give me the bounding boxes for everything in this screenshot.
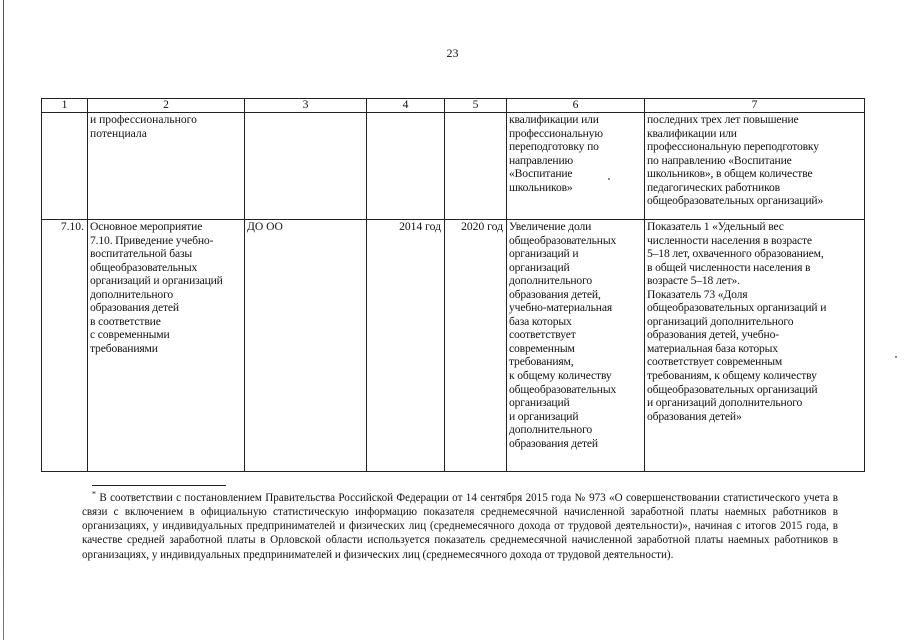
cell-indicator-text: последних трех лет повышение квалификации или профессиональную переподготовку по направлению «Воспитание школьников», в общем количестве педагогических работников общеобразовательных организаций» (647, 113, 824, 208)
cell-expected-result-text: квалификации или профессиональную переподготовку по направлению «Воспитание школьников» (509, 113, 603, 194)
cell-end-year (445, 220, 507, 472)
table-row-7-10 (42, 220, 865, 472)
page-number: 23 (446, 46, 459, 60)
cell-start-year-text: 2014 год (399, 220, 441, 233)
cell-end-year-text: 2020 год (461, 220, 503, 233)
cell-number (42, 220, 88, 472)
cell-indicator (645, 113, 865, 220)
column-header-5: 5 (445, 99, 507, 113)
cell-executor (245, 113, 367, 220)
column-header-7: 7 (645, 99, 865, 113)
cell-expected-result-text: Увеличение доли общеобразовательных организаций и организаций дополнительного образования детей, учебно-материальная база которых соответствует современным требованиям, к общему количеству общеобразовательных организаций и организаций дополнительного образования детей (509, 220, 617, 450)
column-header-3: 3 (245, 99, 367, 113)
cell-number-text: 7.10. (60, 220, 84, 233)
scan-edge-line (3, 0, 4, 640)
cell-measure-name-text: Основное мероприятие 7.10. Приведение учебно- воспитательной базы общеобразовательных организаций и организаций дополнительного образования детей в соответствие с современными требованиями (90, 220, 223, 355)
table-header-row (42, 99, 865, 113)
column-header-4: 4 (367, 99, 445, 113)
cell-number (42, 113, 88, 220)
footnote-separator (92, 485, 226, 486)
scan-speck (608, 178, 610, 180)
cell-end-year (445, 113, 507, 220)
cell-measure-name (88, 220, 245, 472)
cell-executor (245, 220, 367, 472)
column-header-1: 1 (42, 99, 88, 113)
column-header-2: 2 (88, 99, 245, 113)
measures-table (41, 98, 865, 472)
table-row-continuation (42, 113, 865, 220)
footnote (82, 491, 838, 562)
cell-executor-text: ДО ОО (247, 220, 283, 233)
cell-expected-result (507, 113, 645, 220)
cell-indicator-text: Показатель 1 «Удельный вес численности населения в возрасте 5–18 лет, охваченного образованием, в общей численности населения в возрасте 5–18 лет». Показатель 73 «Доля общеобразовательных организаций и организаций дополнительного образования детей, учебно- материальная база которых соответствует современным требованиям, к общему количеству общеобразовательных организаций и организаций дополнительного образования детей» (647, 220, 827, 423)
cell-measure-name-text: и профессионального потенциала (90, 113, 197, 140)
cell-start-year (367, 113, 445, 220)
scan-speck (895, 356, 897, 358)
cell-indicator (645, 220, 865, 472)
column-header-6: 6 (507, 99, 645, 113)
cell-expected-result (507, 220, 645, 472)
footnote-marker: * (92, 489, 96, 499)
cell-measure-name (88, 113, 245, 220)
footnote-text: В соответствии с постановлением Правительства Российской Федерации от 14 сентября 2015 года № 973 «О совершенствовании статистического учета в связи с включением в официальную статистическую информацию показателя среднемесячной начисленной заработной платы наемных работников в организациях, у индивидуальных предпринимателей и физических лиц (среднемесячного дохода от трудовой деятельности)», начиная с итогов 2015 года, в качестве средней заработной платы в Орловской области используется показатель среднемесячной начисленной заработной платы наемных работников в организациях, у индивидуальных предпринимателей и физических лиц (среднемесячного дохода от трудовой деятельности). (82, 492, 838, 561)
cell-start-year (367, 220, 445, 472)
